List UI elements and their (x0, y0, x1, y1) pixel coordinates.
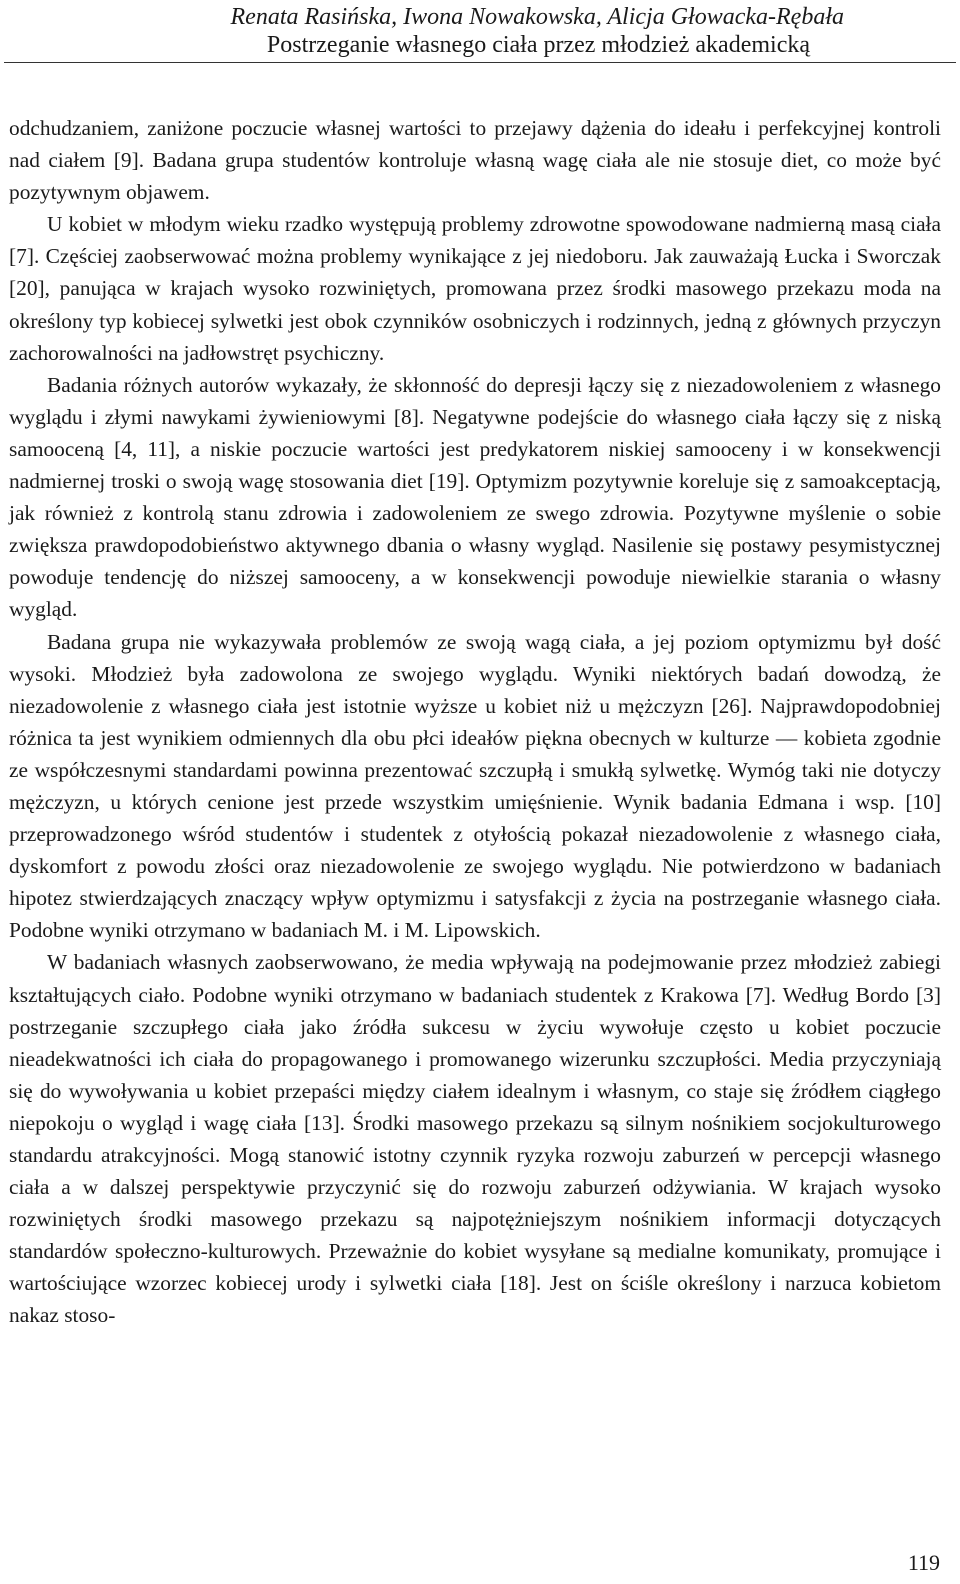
running-header (0, 0, 960, 63)
body-text (9, 112, 941, 1332)
header-authors: Renata Rasińska, Iwona Nowakowska, Alicja Głowacka-Rębała (230, 4, 844, 30)
header-title: Postrzeganie własnego ciała przez młodzież akademicką (266, 32, 810, 58)
paragraph: U kobiet w młodym wieku rzadko występują problemy zdrowotne spowodowane nadmierną masą ciała [7]. Częściej zaobserwować można problemy wynikające z jej niedoboru. Jak zauważają Łucka i Sworczak [20], panująca w krajach wysoko rozwiniętych, promowana przez środki masowego przekazu moda na określony typ kobiecej sylwetki jest obok czynników osobniczych i rodzinnych, jedną z głównych przyczyn zachorowalności na jadłowstręt psychiczny. (9, 212, 941, 365)
header-rule (4, 62, 956, 63)
page-number: 119 (907, 1550, 940, 1575)
paragraph: odchudzaniem, zaniżone poczucie własnej wartości to przejawy dążenia do ideału i perfekcyjnej kontroli nad ciałem [9]. Badana grupa studentów kontroluje własną wagę ciała ale nie stosuje diet, co może być pozytywnym objawem. (9, 116, 941, 205)
paragraph: W badaniach własnych zaobserwowano, że media wpływają na podejmowanie przez młodzież zabiegi kształtujących ciało. Podobne wyniki otrzymano w badaniach studentek z Krakowa [7]. Według Bordo [3] postrzeganie szczupłego ciała jako źródła sukcesu w życiu wywołuje często u kobiet poczucie nieadekwatności ich ciała do propagowanego i promowanego wizerunku szczupłości. Media przyczyniają się do wywoływania u kobiet przepaści między ciałem idealnym i własnym, co staje się źródłem ciągłego niepokoju o wygląd i wagę ciała [13]. Środki masowego przekazu są silnym nośnikiem socjokulturowego standardu atrakcyjności. Mogą stanowić istotny czynnik ryzyka rozwoju zaburzeń w percepcji własnego ciała a w dalszej perspektywie przyczynić się do rozwoju zaburzeń odżywiania. W krajach wysoko rozwiniętych środki masowego przekazu są najpotężniejszym nośnikiem informacji dotyczących standardów społeczno-kulturowych. Przeważnie do kobiet wysyłane są medialne komunikaty, promujące i wartościujące wzorzec kobiecej urody i sylwetki ciała [18]. Jest on ściśle określony i narzuca kobietom nakaz stoso- (9, 950, 941, 1328)
paragraph: Badana grupa nie wykazywała problemów ze swoją wagą ciała, a jej poziom optymizmu był dość wysoki. Młodzież była zadowolona ze swojego wyglądu. Wyniki niektórych badań dowodzą, że niezadowolenie z własnego ciała jest istotnie wyższe u kobiet niż u mężczyzn [26]. Najprawdopodobniej różnica ta jest wynikiem odmiennych dla obu płci ideałów piękna obecnych w kulturze — kobieta zgodnie ze współczesnymi standardami powinna prezentować szczupłą i smukłą sylwetkę. Wymóg taki nie dotyczy mężczyzn, u których cenione jest przede wszystkim umięśnienie. Wynik badania Edmana i wsp. [10] przeprowadzonego wśród studentów i studentek z otyłością pokazał niezadowolenie z własnego ciała, dyskomfort z powodu złości oraz niezadowolenie ze swojego wyglądu. Nie potwierdzono w badaniach hipotez stwierdzających znaczący wpływ optymizmu i satysfakcji z życia na postrzeganie własnego ciała. Podobne wyniki otrzymano w badaniach M. i M. Lipowskich. (9, 629, 941, 943)
paragraph: Badania różnych autorów wykazały, że skłonność do depresji łączy się z niezadowoleniem z własnego wyglądu i złymi nawykami żywieniowymi [8]. Negatywne podejście do własnego ciała łączy się z niską samooceną [4, 11], a niskie poczucie wartości jest predykatorem niskiej samooceny i w konsekwencji nadmiernej troski o swoją wagę stosowania diet [19]. Optymizm pozytywnie koreluje się z samoakceptacją, jak również z kontrolą stanu zdrowia i zadowoleniem ze swego zdrowia. Pozytywne myślenie o sobie zwiększa prawdopodobieństwo aktywnego dbania o własny wygląd. Nasilenie się postawy pesymistycznej powoduje tendencję do niższej samooceny, a w konsekwencji powoduje niewielkie starania o własny wygląd. (9, 372, 941, 622)
